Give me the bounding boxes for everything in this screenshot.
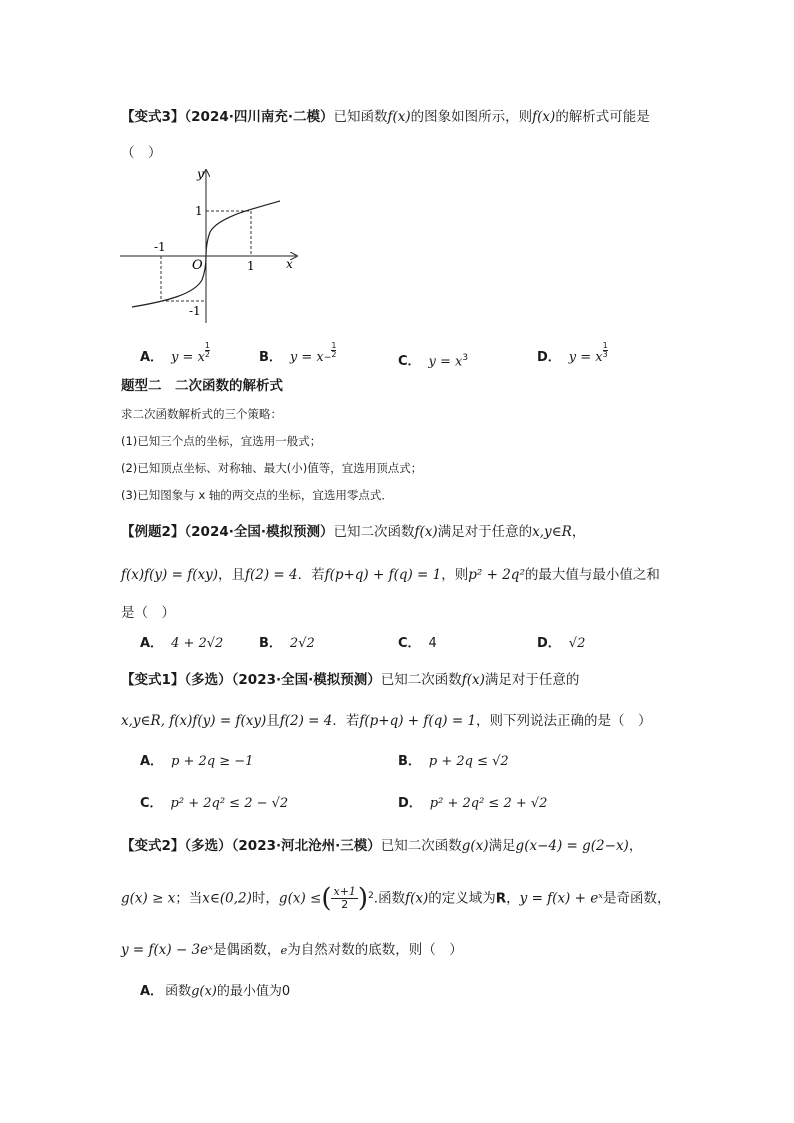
v2-math: y = f(x) − 3eˣ — [121, 942, 213, 958]
option-label: D． — [398, 796, 422, 811]
exponent: $\frac{1}{3}$ — [602, 341, 608, 359]
v3-graph — [118, 168, 318, 328]
v3-option-c[interactable] — [398, 348, 468, 372]
tick-label-yneg1: -1 — [189, 304, 201, 318]
v2-math: e — [280, 943, 288, 957]
option-value: 4 + 2√2 — [171, 636, 224, 651]
v3-option-a[interactable] — [140, 341, 210, 368]
option-label: A． — [140, 636, 164, 651]
ex2-math: p² + 2q² — [468, 567, 525, 583]
v2-text: 是奇函数， — [603, 890, 671, 907]
v1-source: （多选）（2023·全国·模拟预测） — [184, 672, 381, 688]
option-value: p + 2q ≥ −1 — [171, 754, 254, 769]
v2-line2 — [121, 883, 671, 914]
v3-tag: 【变式3】 — [121, 109, 185, 125]
ex2-option-a[interactable] — [140, 634, 223, 654]
ex2-line1 — [121, 522, 585, 542]
v2-text: ， — [506, 890, 520, 907]
ex2-line2 — [121, 565, 660, 585]
v1-math: f(2) = 4 — [279, 713, 333, 729]
v2-math: f(x) — [405, 890, 429, 907]
v1-text: ．若 — [332, 713, 360, 729]
option-label: D． — [537, 636, 561, 651]
option-label: B． — [259, 350, 282, 365]
ex2-text: 已知二次函数 — [333, 524, 415, 540]
option-text: 的最小值为 — [216, 984, 282, 999]
v2-option-a[interactable] — [140, 982, 290, 1002]
option-value: y = x — [568, 350, 603, 365]
strategy-3: (3)已知图象与 x 轴的两交点的坐标，宜选用零点式． — [121, 488, 393, 502]
ex2-math: f(2) = 4 — [244, 567, 298, 583]
v1-option-d[interactable] — [398, 794, 547, 814]
y-axis-label: y — [197, 168, 204, 181]
v2-text: .函数 — [373, 890, 406, 907]
v3-line1 — [121, 107, 650, 127]
v3-paren: （ ） — [121, 145, 162, 161]
option-value: √2 — [568, 636, 586, 651]
option-label: A． — [140, 350, 164, 365]
ex2-text: ， — [571, 524, 586, 540]
v2-math: R — [495, 890, 507, 907]
v2-math: x∈(0,2) — [202, 890, 252, 907]
tick-label-y1: 1 — [195, 204, 203, 218]
ex2-text: ．若 — [297, 567, 325, 583]
origin-label: O — [192, 258, 203, 273]
v1-math: x,y∈R, f(x)f(y) = f(xy) — [121, 713, 267, 729]
option-label: C． — [398, 354, 421, 370]
v3-fx: f(x) — [532, 109, 556, 125]
v3-option-d[interactable] — [537, 341, 608, 368]
v3-fx: f(x) — [387, 109, 411, 125]
ex2-math: x,y∈R — [532, 524, 572, 540]
v2-text: ， — [628, 838, 643, 854]
ex2-text: 的最大值与最小值之和 — [524, 567, 660, 583]
x-axis-label: x — [286, 257, 293, 271]
strategy-2: (2)已知顶点坐标、对称轴、最大(小)值等，宜选用顶点式； — [121, 461, 423, 475]
ex2-text: 满足对于任意的 — [437, 524, 533, 540]
v2-text: 满足 — [488, 838, 516, 854]
v2-text: 是偶函数， — [212, 942, 281, 958]
v2-text: 已知二次函数 — [380, 838, 462, 854]
option-text: 函数 — [165, 984, 192, 999]
exponent: $\frac{1}{2}$ — [331, 341, 337, 359]
v2-math: g(x) ≥ x — [121, 890, 176, 907]
option-value: y = x — [171, 350, 205, 365]
v2-line1 — [121, 836, 642, 856]
ex2-option-b[interactable] — [259, 634, 315, 654]
ex2-math: f(p+q) + f(q) = 1 — [324, 567, 442, 583]
option-math: g(x) — [191, 984, 217, 999]
option-value: p² + 2q² ≤ 2 + √2 — [429, 796, 548, 811]
ex2-math: f(x) — [414, 524, 438, 540]
ex2-source: （2024·全国·模拟预测） — [184, 524, 334, 540]
v2-text: 的定义域为 — [428, 890, 496, 907]
option-label: C． — [140, 796, 163, 811]
tick-label-xneg1: -1 — [154, 240, 166, 254]
v1-text: ，则下列说法正确的是（ ） — [476, 713, 652, 729]
v2-line3 — [121, 940, 463, 960]
v1-math: f(x) — [461, 672, 485, 688]
v2-math: y = f(x) + eˣ — [519, 890, 603, 907]
v2-tag: 【变式2】 — [121, 838, 185, 854]
exponent: $\frac{1}{2}$ — [204, 341, 210, 359]
exponent-sign: − — [323, 353, 332, 363]
paren-open: ( — [321, 883, 332, 914]
v1-text: 且 — [266, 713, 280, 729]
ex2-text: ，且 — [217, 567, 245, 583]
option-label: A． — [140, 984, 164, 999]
option-label: D． — [537, 350, 561, 365]
option-label: B． — [398, 754, 421, 769]
ex2-text: ，则 — [441, 567, 469, 583]
v3-text: 的图象如图所示，则 — [410, 109, 533, 125]
v3-text: 已知函数 — [333, 109, 388, 125]
strategy-1: (1)已知三个点的坐标，宜选用一般式； — [121, 434, 322, 448]
ex2-option-d[interactable] — [537, 634, 585, 654]
v2-text: 为自然对数的底数，则（ ） — [287, 942, 463, 958]
v3-option-b[interactable] — [259, 341, 337, 368]
paren-close: ) — [357, 883, 369, 914]
v2-math: g(x−4) = g(2−x) — [515, 838, 629, 854]
v1-text: 已知二次函数 — [380, 672, 462, 688]
v1-tag: 【变式1】 — [121, 672, 185, 688]
ex2-tag: 【例题2】 — [121, 524, 185, 540]
v2-source: （多选）（2023·河北沧州·三模） — [184, 838, 381, 854]
v1-math: f(p+q) + f(q) = 1 — [359, 713, 477, 729]
section-title: 题型二 二次函数的解析式 — [121, 378, 283, 394]
ex2-option-c[interactable] — [398, 634, 437, 654]
v2-text: ；当 — [175, 890, 203, 907]
option-label: A． — [140, 754, 164, 769]
option-value: 4 — [428, 636, 437, 651]
v1-option-a[interactable] — [140, 752, 253, 772]
v1-line1 — [121, 670, 579, 690]
v2-text: 时， — [251, 890, 279, 907]
v3-source: （2024·四川南充·二模） — [184, 109, 334, 125]
option-value: y = x — [289, 350, 324, 365]
v3-text: 的解析式可能是 — [555, 109, 650, 125]
option-label: B． — [259, 636, 282, 651]
v1-option-c[interactable] — [140, 794, 288, 814]
fraction: $\frac{x+1}{2}$ — [333, 885, 356, 911]
exponent: 2 — [368, 891, 374, 901]
v1-text: 满足对于任意的 — [484, 672, 580, 688]
option-value: p² + 2q² ≤ 2 − √2 — [170, 796, 289, 811]
option-value: 2√2 — [289, 636, 315, 651]
v2-math: g(x) — [461, 838, 489, 854]
strategy-intro: 求二次函数解析式的三个策略： — [121, 407, 282, 421]
option-value: p + 2q ≤ √2 — [428, 754, 509, 769]
tick-label-x1: 1 — [247, 259, 255, 273]
v2-math: g(x) ≤ — [278, 890, 322, 907]
exponent: 3 — [462, 353, 469, 363]
option-label: C． — [398, 636, 421, 651]
v1-line2 — [121, 711, 652, 731]
v1-option-b[interactable] — [398, 752, 509, 772]
option-value: y = x — [428, 354, 463, 370]
option-text: 0 — [281, 984, 291, 999]
ex2-math: f(x)f(y) = f(xy) — [121, 567, 218, 583]
ex2-line3: 是（ ） — [121, 605, 175, 621]
